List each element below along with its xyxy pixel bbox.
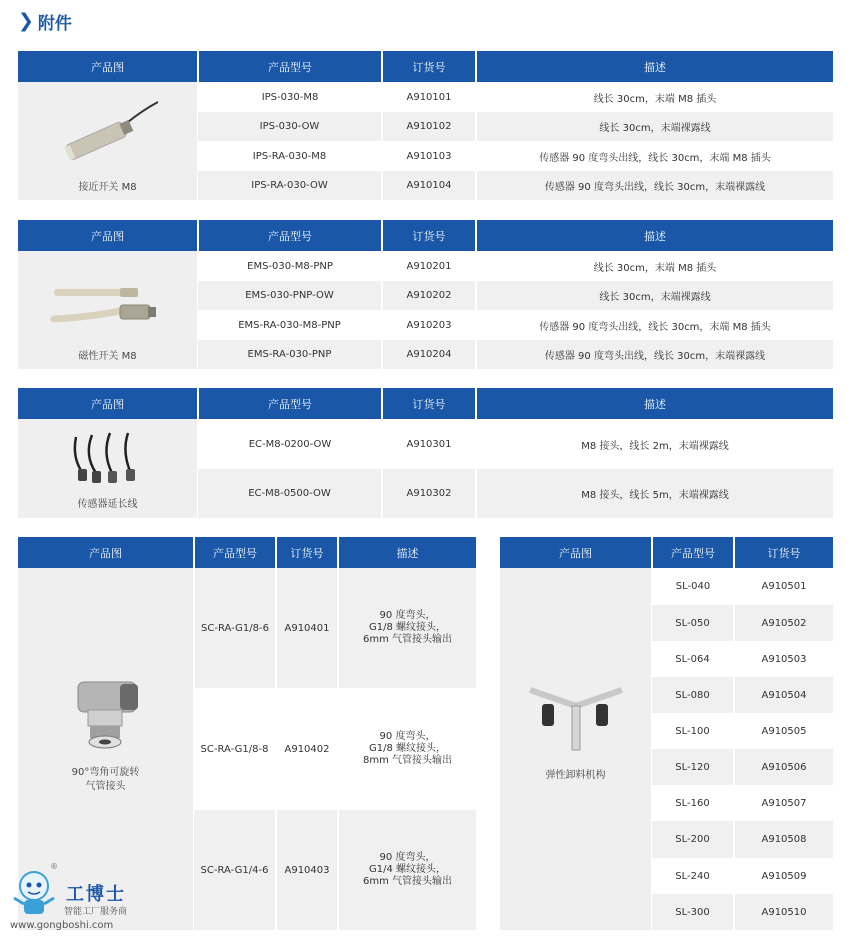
header-image: 产品图	[18, 220, 198, 251]
registered-mark: ®	[50, 862, 58, 871]
model-cell: SL-080	[652, 677, 734, 713]
caption-line-2: 气管接头	[85, 781, 126, 792]
desc-line: 6mm 气管接头输出	[362, 876, 453, 887]
brand-url: www.gongboshi.com	[10, 920, 114, 931]
model-cell: EC-M8-0200-OW	[198, 419, 382, 469]
section-title	[18, 8, 72, 34]
desc-cell: M8 接头，线长 5m，末端裸露线	[476, 469, 833, 518]
order-cell: A910103	[382, 141, 476, 171]
order-cell: A910402	[276, 688, 338, 810]
product-caption: 弹性卸料机构	[545, 770, 606, 781]
header-order: 订货号	[382, 388, 476, 419]
order-cell: A910104	[382, 171, 476, 200]
model-cell: SL-200	[652, 821, 734, 858]
header-image: 产品图	[18, 388, 198, 419]
extension-cable-image	[72, 427, 152, 487]
brand-name: 工博士	[66, 884, 126, 905]
header-order: 订货号	[276, 537, 338, 568]
model-cell: SL-120	[652, 749, 734, 785]
desc-cell: 传感器 90 度弯头出线，线长 30cm，末端 M8 插头	[476, 310, 833, 340]
model-cell: SC-RA-G1/4-6	[194, 810, 276, 930]
extension-cable-table	[18, 388, 833, 518]
desc-line: G1/8 螺纹接头，	[368, 622, 447, 633]
magnetic-sensor-image	[50, 271, 165, 341]
model-cell: SL-160	[652, 785, 734, 821]
header-image: 产品图	[500, 537, 652, 568]
header-desc: 描述	[476, 388, 833, 419]
table-header-row	[18, 220, 833, 251]
desc-line: 90 度弯头，	[379, 852, 436, 863]
table-header-row	[18, 51, 833, 82]
model-cell: EMS-RA-030-PNP	[198, 340, 382, 369]
order-cell: A910504	[734, 677, 833, 713]
model-cell: EC-M8-0500-OW	[198, 469, 382, 518]
desc-cell	[338, 568, 476, 688]
model-cell: SL-040	[652, 568, 734, 605]
model-cell: IPS-RA-030-OW	[198, 171, 382, 200]
ejector-table	[500, 537, 833, 930]
order-cell: A910503	[734, 641, 833, 677]
brand-slogan: 智能工厂服务商	[64, 907, 128, 917]
order-cell: A910101	[382, 82, 476, 112]
order-cell: A910202	[382, 281, 476, 310]
order-cell: A910302	[382, 469, 476, 518]
product-caption: 接近开关 M8	[78, 182, 137, 193]
order-cell: A910301	[382, 419, 476, 469]
header-image: 产品图	[18, 537, 194, 568]
header-model: 产品型号	[652, 537, 734, 568]
chevron-right-icon: ❯	[18, 10, 34, 32]
header-desc: 描述	[476, 51, 833, 82]
desc-cell: 线长 30cm，末端裸露线	[476, 281, 833, 310]
order-cell: A910403	[276, 810, 338, 930]
order-cell: A910401	[276, 568, 338, 688]
product-caption	[18, 766, 193, 794]
model-cell: SL-100	[652, 713, 734, 749]
header-order: 订货号	[734, 537, 833, 568]
model-cell: SL-064	[652, 641, 734, 677]
order-cell: A910510	[734, 894, 833, 930]
order-cell: A910203	[382, 310, 476, 340]
model-cell: SL-300	[652, 894, 734, 930]
product-caption: 传感器延长线	[77, 499, 138, 510]
desc-line: G1/8 螺纹接头，	[368, 743, 447, 754]
model-cell: SL-240	[652, 858, 734, 894]
header-order: 订货号	[382, 220, 476, 251]
proximity-switch-table	[18, 51, 833, 200]
desc-line: G1/4 螺纹接头，	[368, 864, 447, 875]
table-row	[18, 251, 833, 281]
table-row	[18, 568, 476, 688]
order-cell: A910507	[734, 785, 833, 821]
desc-cell: 线长 30cm，末端 M8 插头	[476, 251, 833, 281]
section-heading: 附件	[37, 13, 72, 34]
order-cell: A910501	[734, 568, 833, 605]
air-fitting-image	[70, 676, 146, 756]
magnetic-switch-table	[18, 220, 833, 369]
table-row	[18, 82, 833, 112]
header-order: 订货号	[382, 51, 476, 82]
header-desc: 描述	[338, 537, 476, 568]
product-image-cell	[500, 568, 652, 930]
model-cell: EMS-030-M8-PNP	[198, 251, 382, 281]
header-model: 产品型号	[198, 388, 382, 419]
desc-cell: 线长 30cm，末端裸露线	[476, 112, 833, 141]
desc-line: 8mm 气管接头输出	[362, 755, 453, 766]
desc-cell: 传感器 90 度弯头出线，线长 30cm，末端裸露线	[476, 340, 833, 369]
order-cell: A910502	[734, 605, 833, 641]
model-cell: SC-RA-G1/8-6	[194, 568, 276, 688]
caption-line-1: 90°弯角可旋转	[71, 767, 140, 778]
desc-cell: 传感器 90 度弯头出线，线长 30cm，末端 M8 插头	[476, 141, 833, 171]
order-cell: A910508	[734, 821, 833, 858]
table-header-row	[500, 537, 833, 568]
table-header-row	[18, 388, 833, 419]
model-cell: EMS-030-PNP-OW	[198, 281, 382, 310]
model-cell: SL-050	[652, 605, 734, 641]
table-header-row	[18, 537, 476, 568]
header-image: 产品图	[18, 51, 198, 82]
desc-cell	[338, 810, 476, 930]
desc-line: 6mm 气管接头输出	[362, 634, 453, 645]
desc-line: 90 度弯头，	[379, 731, 436, 742]
order-cell: A910102	[382, 112, 476, 141]
header-model: 产品型号	[198, 51, 382, 82]
robot-mascot-icon	[10, 868, 58, 918]
model-cell: IPS-030-M8	[198, 82, 382, 112]
model-cell: EMS-RA-030-M8-PNP	[198, 310, 382, 340]
header-model: 产品型号	[198, 220, 382, 251]
header-desc: 描述	[476, 220, 833, 251]
desc-cell	[338, 688, 476, 810]
product-image-cell	[18, 82, 198, 200]
model-cell: IPS-030-OW	[198, 112, 382, 141]
proximity-sensor-image	[58, 100, 158, 170]
ejector-image	[526, 684, 626, 754]
desc-line: 90 度弯头，	[379, 610, 436, 621]
desc-cell: 线长 30cm，末端 M8 插头	[476, 82, 833, 112]
model-cell: SC-RA-G1/8-8	[194, 688, 276, 810]
order-cell: A910506	[734, 749, 833, 785]
desc-cell: M8 接头，线长 2m，末端裸露线	[476, 419, 833, 469]
order-cell: A910509	[734, 858, 833, 894]
order-cell: A910201	[382, 251, 476, 281]
product-caption: 磁性开关 M8	[78, 351, 137, 362]
product-image-cell	[18, 251, 198, 369]
order-cell: A910505	[734, 713, 833, 749]
table-row	[18, 419, 833, 469]
watermark-logo	[6, 862, 146, 937]
product-image-cell	[18, 419, 198, 518]
order-cell: A910204	[382, 340, 476, 369]
model-cell: IPS-RA-030-M8	[198, 141, 382, 171]
desc-cell: 传感器 90 度弯头出线，线长 30cm，末端裸露线	[476, 171, 833, 200]
header-model: 产品型号	[194, 537, 276, 568]
table-row	[500, 568, 833, 605]
